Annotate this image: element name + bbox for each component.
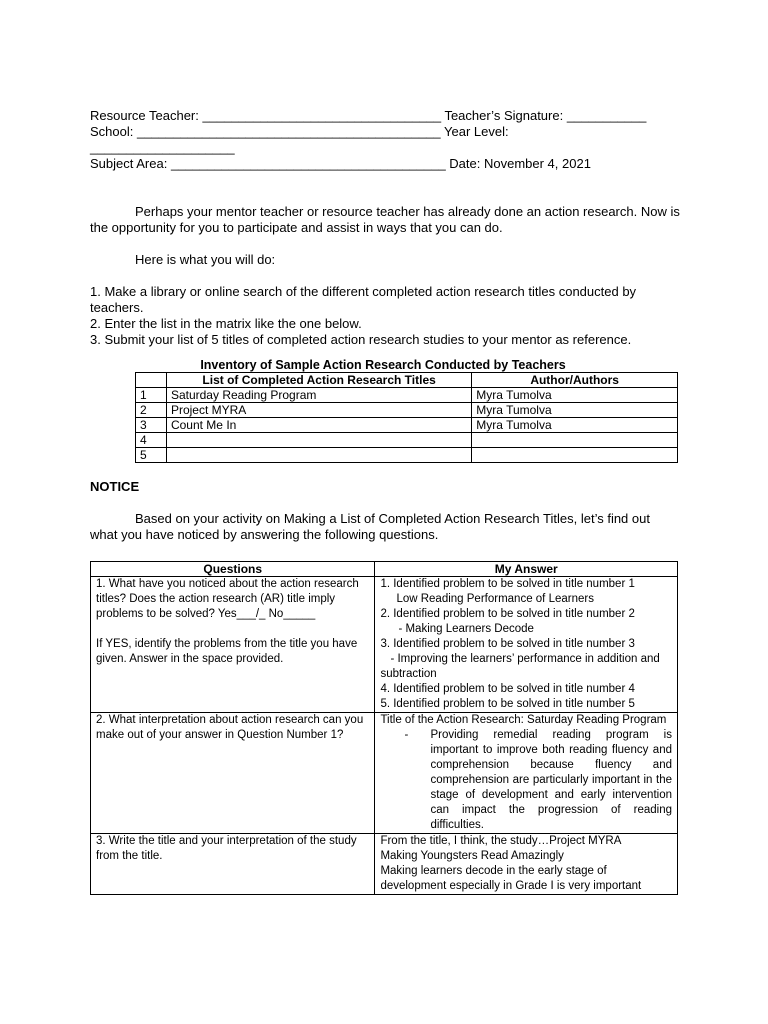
research-title: Saturday Reading Program — [166, 388, 471, 403]
inventory-table — [135, 372, 678, 463]
answer-line: - Making Learners Decode — [398, 623, 534, 635]
subject-date-line: Subject Area: ______________________________________ Date: November 4, 2021 — [90, 156, 591, 171]
step-3: 3. Submit your list of 5 titles of completed action research studies to your mentor as reference. — [90, 332, 632, 347]
answer-2-bullet-row — [380, 728, 672, 833]
research-title: Count Me In — [166, 418, 471, 433]
school-line: School: __________________________________________ Year Level: — [90, 124, 509, 139]
dash-bullet: - — [404, 729, 409, 741]
row-number: 4 — [136, 433, 167, 448]
document-page — [90, 108, 680, 895]
answer-2-title: Title of the Action Research: Saturday Reading Program — [380, 714, 667, 726]
inventory-title: Inventory of Sample Action Research Conducted by Teachers — [200, 358, 566, 372]
answer-line: 3. Identified problem to be solved in title number 3 — [380, 638, 635, 650]
question-1 — [91, 577, 375, 713]
inventory-header-number — [136, 373, 167, 388]
table-row — [91, 834, 678, 895]
inventory-header-row — [136, 373, 678, 388]
notice-heading: NOTICE — [90, 479, 140, 494]
resource-teacher-line: Resource Teacher: _________________________________ Teacher’s Signature: ___________ — [90, 108, 647, 123]
answer-2-bullet: Providing remedial reading program is important to improve both reading fluency and comprehension because fluency and comprehension are particularly important in the stage of development and early intervention can impact the progression of reading difficulties. — [430, 729, 672, 831]
research-author: Myra Tumolva — [472, 388, 678, 403]
answer-2 — [375, 713, 678, 834]
research-title — [166, 448, 471, 463]
question-2-text: 2. What interpretation about action research can you make out of your answer in Question Number 1? — [96, 714, 364, 741]
answer-line: 1. Identified problem to be solved in title number 1 — [380, 578, 635, 590]
inventory-header-titles: List of Completed Action Research Titles — [166, 373, 471, 388]
table-row — [136, 403, 678, 418]
inventory-header-authors: Author/Authors — [472, 373, 678, 388]
answer-line: 5. Identified problem to be solved in title number 5 — [380, 698, 635, 710]
research-author: Myra Tumolva — [472, 418, 678, 433]
step-2: 2. Enter the list in the matrix like the one below. — [90, 316, 362, 331]
intro-paragraph: Perhaps your mentor teacher or resource teacher has already done an action research. Now is the opportunity for you to participate and assist in ways that you can do. — [90, 204, 680, 235]
row-number: 2 — [136, 403, 167, 418]
research-author — [472, 448, 678, 463]
row-number: 3 — [136, 418, 167, 433]
row-number: 5 — [136, 448, 167, 463]
research-title — [166, 433, 471, 448]
table-row — [91, 577, 678, 713]
table-row — [136, 433, 678, 448]
answers-header: My Answer — [375, 562, 678, 577]
answer-1 — [375, 577, 678, 713]
answer-line: From the title, I think, the study…Project MYRA — [380, 835, 622, 847]
answer-line: Low Reading Performance of Learners — [396, 593, 594, 605]
row-number: 1 — [136, 388, 167, 403]
question-3 — [91, 834, 375, 895]
step-1: 1. Make a library or online search of the different completed action research titles conducted by teachers. — [90, 284, 637, 315]
question-1-text: 1. What have you noticed about the action research titles? Does the action research (AR) title imply problems to be solved? Yes___/_ No_____ — [96, 578, 359, 620]
answer-line: - Improving the learners’ performance in addition and subtraction — [380, 653, 660, 680]
answer-line: Making learners decode in the early stage of development especially in Grade I is very important — [380, 865, 642, 892]
research-title: Project MYRA — [166, 403, 471, 418]
notice-paragraph: Based on your activity on Making a List of Completed Action Research Titles, let’s find out what you have noticed by answering the following questions. — [90, 511, 650, 542]
table-row — [136, 418, 678, 433]
answer-line: 2. Identified problem to be solved in title number 2 — [380, 608, 635, 620]
qa-header-row — [91, 562, 678, 577]
questions-table — [90, 561, 678, 895]
instructions-lead: Here is what you will do: — [135, 252, 276, 267]
questions-header: Questions — [91, 562, 375, 577]
answer-line: Making Youngsters Read Amazingly — [380, 850, 564, 862]
table-row — [136, 388, 678, 403]
research-author — [472, 433, 678, 448]
answer-3 — [375, 834, 678, 895]
year-level-blank: ____________________ — [90, 140, 235, 155]
question-1-followup: If YES, identify the problems from the title you have given. Answer in the space provided. — [96, 638, 358, 665]
research-author: Myra Tumolva — [472, 403, 678, 418]
table-row — [136, 448, 678, 463]
answer-line: 4. Identified problem to be solved in title number 4 — [380, 683, 635, 695]
table-row — [91, 713, 678, 834]
question-2 — [91, 713, 375, 834]
question-3-text: 3. Write the title and your interpretation of the study from the title. — [96, 835, 357, 862]
